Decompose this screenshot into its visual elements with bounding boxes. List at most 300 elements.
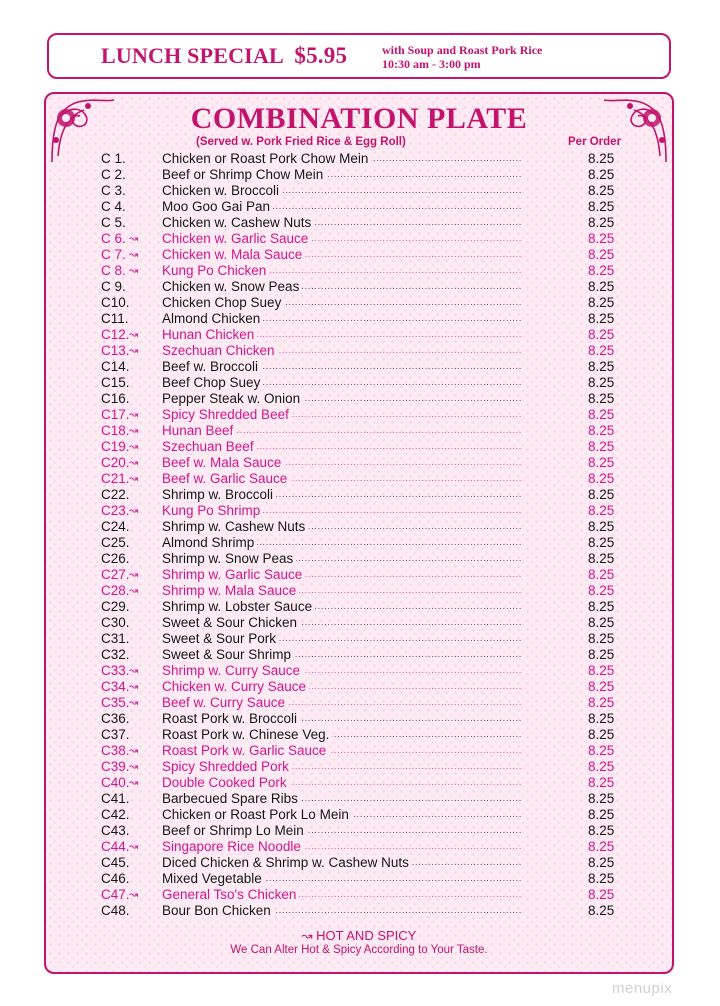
item-name-leader (162, 807, 613, 823)
item-price: 8.25 (588, 583, 615, 598)
item-code-text: C29. (101, 599, 130, 614)
item-name: Chicken w. Curry Sauce (162, 679, 309, 694)
item-name-leader (162, 759, 613, 775)
item-name: Roast Pork w. Chinese Veg. (162, 727, 332, 742)
combination-plate-panel (44, 92, 674, 974)
item-name: Shrimp w. Garlic Sauce (162, 567, 305, 582)
menu-item (46, 487, 672, 503)
item-code (101, 263, 159, 279)
item-name: Singapore Rice Noodle (162, 839, 304, 854)
item-name: Szechuan Chicken (162, 343, 278, 358)
hot-pepper-icon: ↝ (129, 441, 139, 453)
item-name-leader (162, 631, 613, 647)
item-name: Chicken w. Garlic Sauce (162, 231, 311, 246)
item-code (101, 423, 159, 439)
item-name-leader (162, 679, 613, 695)
item-name-leader (162, 743, 613, 759)
item-name: Roast Pork w. Broccoli (162, 711, 300, 726)
item-code-text: C14. (101, 359, 130, 374)
item-code (101, 455, 159, 471)
item-code-text: C32. (101, 647, 130, 662)
item-name: Spicy Shredded Pork (162, 759, 292, 774)
item-code (101, 615, 159, 631)
item-name: Shrimp w. Lobster Sauce (162, 599, 315, 614)
item-code (101, 359, 159, 375)
hot-pepper-icon: ↝ (129, 345, 139, 357)
item-name-leader (162, 551, 613, 567)
watermark-logo: menupix (612, 980, 673, 997)
item-name: Shrimp w. Snow Peas (162, 551, 296, 566)
menu-item (46, 199, 672, 215)
item-price: 8.25 (588, 695, 615, 710)
item-price: 8.25 (588, 871, 615, 886)
menu-item (46, 567, 672, 583)
item-code (101, 471, 159, 487)
item-name: Shrimp w. Mala Sauce (162, 583, 299, 598)
item-code (101, 295, 159, 311)
menu-item (46, 247, 672, 263)
item-name-leader (162, 503, 613, 519)
item-price: 8.25 (588, 151, 615, 166)
menu-item (46, 295, 672, 311)
item-price: 8.25 (588, 359, 615, 374)
item-code (101, 519, 159, 535)
item-price: 8.25 (588, 487, 615, 502)
item-code-text: C 5. (101, 215, 126, 230)
menu-item (46, 359, 672, 375)
item-code-text: C41. (101, 791, 130, 806)
item-price: 8.25 (588, 247, 615, 262)
menu-item (46, 823, 672, 839)
item-price: 8.25 (588, 423, 615, 438)
item-name-leader (162, 519, 613, 535)
item-code-text: C17. (101, 407, 130, 422)
hot-pepper-icon: ↝ (129, 457, 139, 469)
item-name: Shrimp w. Broccoli (162, 487, 276, 502)
item-name: Almond Chicken (162, 311, 263, 326)
item-code-text: C28. (101, 583, 130, 598)
menu-item (46, 743, 672, 759)
spicy-adjust-note: We Can Alter Hot & Spicy According to Your Taste. (230, 944, 488, 956)
item-price: 8.25 (588, 311, 615, 326)
item-code-text: C13. (101, 343, 130, 358)
item-name: Shrimp w. Curry Sauce (162, 663, 303, 678)
menu-item (46, 855, 672, 871)
hot-pepper-icon: ↝ (129, 585, 139, 597)
item-name-leader (162, 247, 613, 263)
item-name: Beef w. Garlic Sauce (162, 471, 290, 486)
item-code (101, 215, 159, 231)
item-price: 8.25 (588, 199, 615, 214)
item-code (101, 663, 159, 679)
item-name: Beef w. Curry Sauce (162, 695, 288, 710)
item-code (101, 743, 159, 759)
item-price: 8.25 (588, 551, 615, 566)
item-name: Beef Chop Suey (162, 375, 263, 390)
item-price: 8.25 (588, 807, 615, 822)
lunch-special-note (382, 43, 542, 71)
item-name-leader (162, 183, 613, 199)
item-name: Moo Goo Gai Pan (162, 199, 273, 214)
item-price: 8.25 (588, 375, 615, 390)
per-order-label: Per Order (568, 136, 622, 148)
item-code (101, 631, 159, 647)
item-name: Double Cooked Pork (162, 775, 290, 790)
item-code-text: C48. (101, 903, 130, 918)
item-name: Beef w. Broccoli (162, 359, 261, 374)
menu-item (46, 759, 672, 775)
item-code (101, 311, 159, 327)
item-price: 8.25 (588, 679, 615, 694)
item-code (101, 839, 159, 855)
menu-item (46, 839, 672, 855)
item-name: Roast Pork w. Garlic Sauce (162, 743, 329, 758)
hot-pepper-icon: ↝ (129, 681, 139, 693)
item-code-text: C22. (101, 487, 130, 502)
item-code (101, 599, 159, 615)
item-code-text: C44. (101, 839, 130, 854)
item-name-leader (162, 343, 613, 359)
item-price: 8.25 (588, 535, 615, 550)
item-name-leader (162, 887, 613, 903)
lunch-special-banner (47, 33, 671, 79)
menu-item (46, 775, 672, 791)
item-name-leader (162, 727, 613, 743)
item-name-leader (162, 583, 613, 599)
item-name-leader (162, 215, 613, 231)
item-code (101, 647, 159, 663)
item-name: General Tso's Chicken (162, 887, 299, 902)
item-price: 8.25 (588, 791, 615, 806)
menu-item (46, 327, 672, 343)
item-name-leader (162, 263, 613, 279)
item-name-leader (162, 407, 613, 423)
item-name-leader (162, 775, 613, 791)
hot-pepper-icon: ↝ (129, 409, 139, 421)
item-name-leader (162, 279, 613, 295)
hot-pepper-icon: ↝ (129, 505, 139, 517)
item-code-text: C 3. (101, 183, 126, 198)
item-name-leader (162, 839, 613, 855)
item-code (101, 775, 159, 791)
menu-item (46, 263, 672, 279)
item-price: 8.25 (588, 615, 615, 630)
item-name: Chicken Chop Suey (162, 295, 284, 310)
item-price: 8.25 (588, 183, 615, 198)
hot-pepper-icon: ↝ (129, 249, 139, 261)
menu-item (46, 647, 672, 663)
item-name: Sweet & Sour Shrimp (162, 647, 294, 662)
item-code (101, 327, 159, 343)
menu-item (46, 519, 672, 535)
item-code (101, 439, 159, 455)
item-name-leader (162, 167, 613, 183)
item-name-leader (162, 535, 613, 551)
item-name-leader (162, 871, 613, 887)
item-code (101, 407, 159, 423)
item-name-leader (162, 695, 613, 711)
item-code-text: C21. (101, 471, 130, 486)
menu-item (46, 423, 672, 439)
menu-item (46, 343, 672, 359)
item-name: Chicken w. Broccoli (162, 183, 282, 198)
menu-item (46, 215, 672, 231)
item-code-text: C16. (101, 391, 130, 406)
item-name-leader (162, 327, 613, 343)
item-code (101, 567, 159, 583)
item-name-leader (162, 311, 613, 327)
item-price: 8.25 (588, 839, 615, 854)
item-price: 8.25 (588, 455, 615, 470)
menu-item (46, 439, 672, 455)
item-price: 8.25 (588, 599, 615, 614)
item-name-leader (162, 855, 613, 871)
item-code-text: C30. (101, 615, 130, 630)
item-code (101, 711, 159, 727)
item-price: 8.25 (588, 471, 615, 486)
menu-item (46, 535, 672, 551)
item-name-leader (162, 375, 613, 391)
item-code-text: C12. (101, 327, 130, 342)
menu-item (46, 887, 672, 903)
hot-pepper-icon: ↝ (129, 265, 139, 277)
item-code (101, 583, 159, 599)
menu-item (46, 375, 672, 391)
item-name: Chicken or Roast Pork Chow Mein (162, 151, 371, 166)
item-price: 8.25 (588, 503, 615, 518)
item-name: Chicken w. Snow Peas (162, 279, 302, 294)
item-price: 8.25 (588, 647, 615, 662)
hot-pepper-icon: ↝ (129, 777, 139, 789)
hot-pepper-icon: ↝ (129, 425, 139, 437)
menu-item (46, 791, 672, 807)
item-name: Hunan Chicken (162, 327, 257, 342)
item-price: 8.25 (588, 759, 615, 774)
item-code-text: C 9. (101, 279, 126, 294)
menu-item (46, 695, 672, 711)
item-code (101, 727, 159, 743)
menu-item (46, 167, 672, 183)
item-price: 8.25 (588, 407, 615, 422)
item-name: Barbecued Spare Ribs (162, 791, 301, 806)
item-price: 8.25 (588, 887, 615, 902)
item-name-leader (162, 903, 613, 919)
item-name-leader (162, 439, 613, 455)
lunch-special-label: LUNCH SPECIAL (101, 43, 283, 68)
item-name-leader (162, 567, 613, 583)
menu-item (46, 679, 672, 695)
menu-item (46, 183, 672, 199)
item-code (101, 391, 159, 407)
item-price: 8.25 (588, 439, 615, 454)
menu-item (46, 151, 672, 167)
item-name-leader (162, 823, 613, 839)
item-code-text: C11. (101, 311, 129, 326)
item-code (101, 279, 159, 295)
menu-item (46, 727, 672, 743)
item-code-text: C46. (101, 871, 130, 886)
item-name: Chicken w. Cashew Nuts (162, 215, 314, 230)
item-code (101, 167, 159, 183)
item-price: 8.25 (588, 663, 615, 678)
item-price: 8.25 (588, 519, 615, 534)
item-name: Kung Po Chicken (162, 263, 269, 278)
item-code (101, 679, 159, 695)
item-name-leader (162, 423, 613, 439)
item-price: 8.25 (588, 327, 615, 342)
lunch-note-line-2: 10:30 am - 3:00 pm (382, 57, 481, 71)
item-name-leader (162, 151, 613, 167)
hot-pepper-icon: ↝ (129, 233, 139, 245)
item-code (101, 151, 159, 167)
item-price: 8.25 (588, 855, 615, 870)
item-code (101, 183, 159, 199)
item-name: Beef or Shrimp Chow Mein (162, 167, 326, 182)
hot-pepper-icon: ↝ (129, 697, 139, 709)
item-price: 8.25 (588, 343, 615, 358)
menu-item (46, 311, 672, 327)
item-code-text: C 4. (101, 199, 126, 214)
item-code-text: C27. (101, 567, 130, 582)
item-code-text: C39. (101, 759, 130, 774)
item-code (101, 535, 159, 551)
menu-item (46, 599, 672, 615)
item-code (101, 903, 159, 919)
item-name: Sweet & Sour Chicken (162, 615, 300, 630)
hot-pepper-icon: ↝ (129, 841, 139, 853)
menu-item (46, 615, 672, 631)
item-code (101, 695, 159, 711)
menu-item (46, 503, 672, 519)
item-price: 8.25 (588, 631, 615, 646)
item-name: Almond Shrimp (162, 535, 257, 550)
item-name: Shrimp w. Cashew Nuts (162, 519, 308, 534)
item-code-text: C20. (101, 455, 130, 470)
item-code (101, 855, 159, 871)
item-code (101, 759, 159, 775)
item-code-text: C15. (101, 375, 130, 390)
item-code-text: C43. (101, 823, 130, 838)
menu-item (46, 631, 672, 647)
item-price: 8.25 (588, 743, 615, 758)
item-name: Hunan Beef (162, 423, 236, 438)
item-name-leader (162, 295, 613, 311)
item-code (101, 247, 159, 263)
item-code-text: C37. (101, 727, 130, 742)
item-code-text: C 7. (101, 247, 126, 262)
item-name: Chicken or Roast Pork Lo Mein (162, 807, 352, 822)
item-name-leader (162, 359, 613, 375)
item-code-text: C31. (101, 631, 130, 646)
item-code (101, 551, 159, 567)
item-price: 8.25 (588, 711, 615, 726)
menu-item (46, 663, 672, 679)
menu-item (46, 903, 672, 919)
menu-item (46, 583, 672, 599)
item-price: 8.25 (588, 727, 615, 742)
item-name: Beef or Shrimp Lo Mein (162, 823, 307, 838)
item-code-text: C10. (101, 295, 130, 310)
item-name: Sweet & Sour Pork (162, 631, 279, 646)
item-code (101, 503, 159, 519)
menu-item (46, 871, 672, 887)
item-code-text: C 2. (101, 167, 126, 182)
item-name: Kung Po Shrimp (162, 503, 263, 518)
item-price: 8.25 (588, 295, 615, 310)
hot-pepper-icon: ↝ (129, 761, 139, 773)
menu-item (46, 279, 672, 295)
item-name: Mixed Vegetable (162, 871, 265, 886)
item-price: 8.25 (588, 567, 615, 582)
item-name: Diced Chicken & Shrimp w. Cashew Nuts (162, 855, 412, 870)
item-code-text: C47. (101, 887, 130, 902)
menu-item-list (46, 151, 672, 919)
item-code-text: C19. (101, 439, 130, 454)
lunch-special-price: $5.95 (294, 43, 348, 68)
item-code-text: C33. (101, 663, 130, 678)
menu-section-title: COMBINATION PLATE (190, 102, 528, 135)
item-name: Beef w. Mala Sauce (162, 455, 284, 470)
item-code-text: C26. (101, 551, 130, 566)
item-code-text: C40. (101, 775, 130, 790)
menu-item (46, 551, 672, 567)
item-code-text: C38. (101, 743, 130, 758)
item-code (101, 487, 159, 503)
item-code-text: C25. (101, 535, 130, 550)
menu-item (46, 471, 672, 487)
item-code-text: C45. (101, 855, 130, 870)
item-name-leader (162, 199, 613, 215)
item-code-text: C42. (101, 807, 130, 822)
item-name: Spicy Shredded Beef (162, 407, 292, 422)
hot-pepper-icon: ↝ (129, 569, 139, 581)
lunch-note-line-1: with Soup and Roast Pork Rice (382, 43, 543, 57)
hot-and-spicy-legend: ↝ HOT AND SPICY (301, 928, 417, 943)
menu-item (46, 455, 672, 471)
item-price: 8.25 (588, 167, 615, 182)
item-name-leader (162, 231, 613, 247)
item-name-leader (162, 791, 613, 807)
menu-item (46, 711, 672, 727)
item-code-text: C18. (101, 423, 130, 438)
lunch-special-title (101, 43, 347, 69)
item-price: 8.25 (588, 215, 615, 230)
item-name-leader (162, 615, 613, 631)
item-code (101, 375, 159, 391)
menu-item (46, 231, 672, 247)
item-code (101, 231, 159, 247)
hot-pepper-icon: ↝ (129, 745, 139, 757)
menu-item (46, 407, 672, 423)
item-code (101, 199, 159, 215)
item-name-leader (162, 647, 613, 663)
item-name: Bour Bon Chicken (162, 903, 274, 918)
item-code-text: C 6. (101, 231, 126, 246)
item-code (101, 807, 159, 823)
item-price: 8.25 (588, 391, 615, 406)
item-code-text: C 1. (101, 151, 126, 166)
item-price: 8.25 (588, 263, 615, 278)
item-name: Pepper Steak w. Onion (162, 391, 303, 406)
menu-item (46, 391, 672, 407)
item-name-leader (162, 391, 613, 407)
item-name: Szechuan Beef (162, 439, 257, 454)
hot-pepper-icon: ↝ (129, 329, 139, 341)
hot-pepper-icon: ↝ (129, 889, 139, 901)
item-price: 8.25 (588, 903, 615, 918)
hot-pepper-icon: ↝ (129, 665, 139, 677)
item-code (101, 887, 159, 903)
